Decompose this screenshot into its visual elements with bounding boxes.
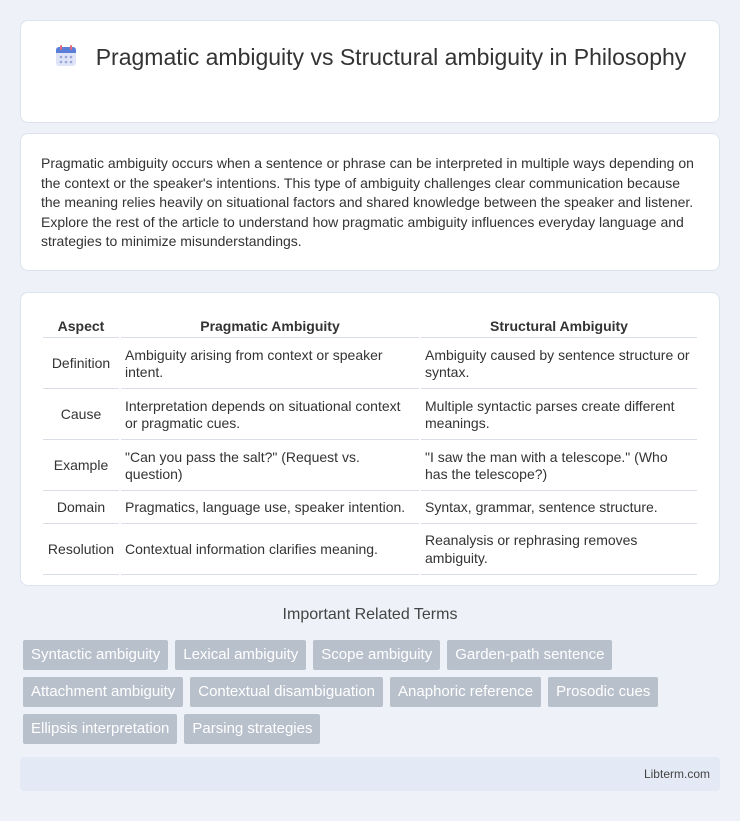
table-cell: Reanalysis or rephrasing removes ambiguity.: [421, 526, 697, 575]
related-terms-title: Important Related Terms: [282, 606, 458, 623]
table-cell: Multiple syntactic parses create different meanings.: [421, 391, 697, 440]
table-cell-aspect: Cause: [43, 391, 119, 440]
related-term-tag[interactable]: Scope ambiguity: [313, 640, 440, 670]
related-term-tag[interactable]: Parsing strategies: [184, 714, 320, 744]
related-term-tag[interactable]: Lexical ambiguity: [175, 640, 306, 670]
table-row: [43, 340, 697, 389]
comparison-table-card: [20, 292, 720, 586]
related-terms-list: [23, 640, 713, 751]
header-pragmatic: Pragmatic Ambiguity: [121, 315, 419, 338]
header-aspect: Aspect: [43, 315, 119, 338]
table-row: [43, 526, 697, 575]
related-term-tag[interactable]: Contextual disambiguation: [190, 677, 383, 707]
table-header-row: [43, 315, 697, 338]
related-term-tag[interactable]: Anaphoric reference: [390, 677, 541, 707]
calendar-icon: [54, 44, 78, 68]
table-row: [43, 442, 697, 491]
comparison-table: [41, 313, 699, 577]
table-cell: Ambiguity caused by sentence structure or syntax.: [421, 340, 697, 389]
table-cell-aspect: Resolution: [43, 526, 119, 575]
table-cell: Pragmatics, language use, speaker intention.: [121, 493, 419, 524]
table-row: [43, 391, 697, 440]
table-cell: Contextual information clarifies meaning.: [121, 526, 419, 575]
page-title-row: [21, 43, 719, 72]
table-cell: Syntax, grammar, sentence structure.: [421, 493, 697, 524]
header-card: [20, 20, 720, 123]
related-term-tag[interactable]: Syntactic ambiguity: [23, 640, 168, 670]
table-cell-aspect: Definition: [43, 340, 119, 389]
footer-site-link[interactable]: Libterm.com: [643, 767, 710, 781]
table-cell-aspect: Example: [43, 442, 119, 491]
table-cell: "Can you pass the salt?" (Request vs. question): [121, 442, 419, 491]
table-cell: Interpretation depends on situational context or pragmatic cues.: [121, 391, 419, 440]
table-cell: Ambiguity arising from context or speaker intent.: [121, 340, 419, 389]
related-term-tag[interactable]: Ellipsis interpretation: [23, 714, 177, 744]
intro-paragraph: Pragmatic ambiguity occurs when a sentence or phrase can be interpreted in multiple ways depending on the context or the speaker's intentions. This type of ambiguity challenges clear communication because the meaning relies heavily on situational factors and shared knowledge between the speaker and listener. Explore the rest of the article to understand how pragmatic ambiguity influences everyday language and strategies to minimize misunderstandings.: [41, 155, 694, 250]
table-cell-aspect: Domain: [43, 493, 119, 524]
intro-card: [20, 133, 720, 271]
table-cell: "I saw the man with a telescope." (Who has the telescope?): [421, 442, 697, 491]
page-title: Pragmatic ambiguity vs Structural ambiguity in Philosophy: [95, 44, 687, 70]
related-term-tag[interactable]: Prosodic cues: [548, 677, 658, 707]
related-term-tag[interactable]: Attachment ambiguity: [23, 677, 183, 707]
table-row: [43, 493, 697, 524]
footer: [20, 757, 720, 791]
header-structural: Structural Ambiguity: [421, 315, 697, 338]
related-term-tag[interactable]: Garden-path sentence: [447, 640, 612, 670]
